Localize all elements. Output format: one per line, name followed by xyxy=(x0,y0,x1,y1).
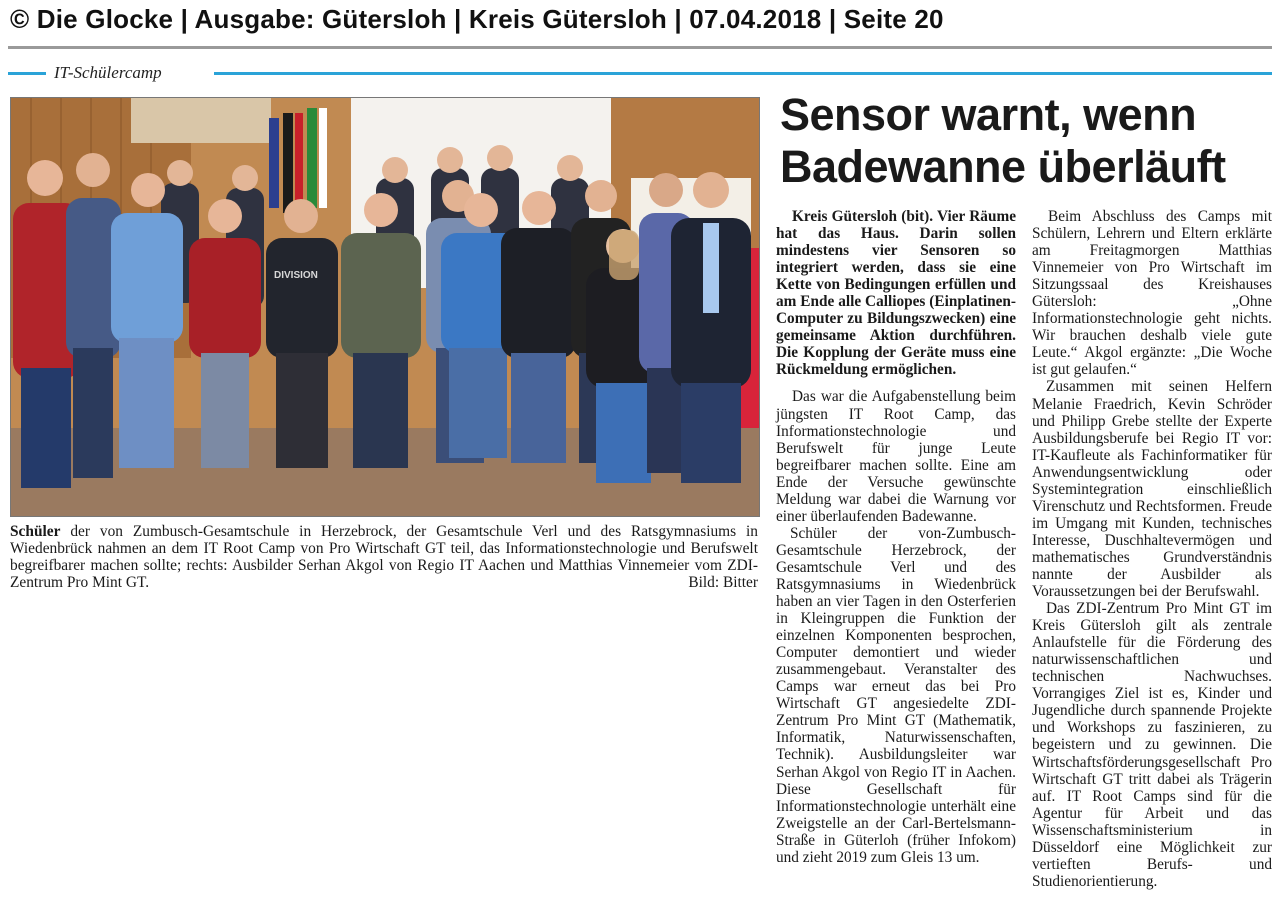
caption-lead-word: Schüler xyxy=(10,523,61,540)
article-paragraph: Zusammen mit seinen Helfern Melanie Fraedrich, Kevin Schröder und Philipp Grebe stellte der Experte Ausbildungsberufe bei Regio IT vor: IT-Kaufleute als Fachinformatiker für Anwendungsentwicklung oder Systemintegration einschließlich Virenschutz und Rechtsformen. Freude im Umgang mit Kunden, technisches Interesse, Duschhaltevermögen und mathematisches Grundverständnis nannte der Ausbilder als Voraussetzungen bei der Berufswahl. xyxy=(1032,378,1272,601)
section-rule-left xyxy=(8,72,46,75)
group-photo-illustration xyxy=(11,98,759,516)
group-photo xyxy=(10,97,760,517)
article-paragraph: Das ZDI-Zentrum Pro Mint GT im Kreis Gütersloh gilt als zentrale Anlaufstelle für die Förderung des naturwissenschaftlichen und technischen Nachwuchses. Vorrangiges Ziel ist es, Kinder und Jugendliche durch spannende Projekte und Workshops zu faszinieren, zu begeistern und zu gewinnen. Die Wirtschaftsförderungsgesellschaft Pro Wirtschaft GT tritt dabei als Trägerin auf. IT Root Camps sind für die Agentur für Arbeit und das Wissenschaftsministerium in Düsseldorf eine Möglichkeit zur vertieften Berufs- und Studienorientierung. xyxy=(1032,600,1272,890)
photo-caption xyxy=(10,523,758,591)
section-rule-right xyxy=(214,72,1272,75)
page-header: © Die Glocke | Ausgabe: Gütersloh | Kreis Gütersloh | 07.04.2018 | Seite 20 xyxy=(10,4,944,34)
article-lead: Kreis Gütersloh (bit). Vier Räume hat das Haus. Darin sollen mindestens vier Sensoren so integriert werden, dass sie eine Kette von Bedingungen erfüllen und am Ende alle Calliopes (Einplatinen-Computer zu Bildungszwecken) eine gemeinsame Aktion durchführen. Die Kopplung der Geräte muss eine Rückmeldung ermöglichen. xyxy=(776,208,1016,379)
header-divider xyxy=(8,46,1272,49)
shirt-print: DIVISION xyxy=(274,270,318,281)
article-column-1 xyxy=(776,208,1016,866)
article-paragraph: Das war die Aufgabenstellung beim jüngsten IT Root Camp, das Informationstechnologie und Berufswelt für junge Leute begreifbarer machen sollte. Eine am Ende der Versuche gewünschte Meldung war dabei die Warnung vor einer überlaufenden Badewanne. xyxy=(776,388,1016,525)
headline-line-2: Badewanne überläuft xyxy=(780,141,1226,192)
flag-eu xyxy=(269,118,279,208)
photo-credit: Bild: Bitter xyxy=(688,574,758,591)
caption-text: der von Zumbusch-Gesamtschule in Herzebrock, der Gesamtschule Verl und des Ratsgymnasiums in Wiedenbrück nahmen an dem IT Root Camp von Pro Wirtschaft GT teil, das Informationstechnologie und Berufswelt begreifbarer machen sollte; rechts: Ausbilder Serhan Akgol von Regio IT Aachen und Matthias Vinnemeier vom ZDI-Zentrum Pro Mint GT. xyxy=(10,523,758,591)
article-column-2 xyxy=(1032,208,1272,890)
section-bar xyxy=(8,64,1272,84)
article-headline xyxy=(780,89,1270,193)
article-paragraph: Schüler der von-Zumbusch-Gesamtschule Herzebrock, der Gesamtschule Verl und des Ratsgymnasiums in Wiedenbrück haben an vier Tagen in den Osterferien in Kleingruppen die Funktion der einzelnen Komponenten besprochen, Computer demontiert und wieder zusammengebaut. Veranstalter des Camps war erneut das bei Pro Wirtschaft GT angesiedelte ZDI-Zentrum Pro Mint GT (Mathematik, Informatik, Naturwissenschaften, Technik). Ausbildungsleiter war Serhan Akgol von Regio IT in Aachen. Diese Gesellschaft für Informationstechnologie unterhält eine Zweigstelle an der Carl-Bertelsmann-Straße in Güterloh (früher Infokom) und zieht 2019 zum Gleis 13 um. xyxy=(776,524,1016,866)
section-label: IT-Schülercamp xyxy=(54,63,162,82)
headline-line-1: Sensor warnt, wenn xyxy=(780,89,1197,140)
article-paragraph: Beim Abschluss des Camps mit Schülern, Lehrern und Eltern erklärte am Freitagmorgen Matthias Vinnemeier von Pro Wirtschaft im Sitzungssaal des Kreishauses Gütersloh: „Ohne Informationstechnologie geht nichts. Wir brauchen deshalb viele gute Leute.“ Akgol ergänzte: „Die Woche ist gut gelaufen.“ xyxy=(1032,208,1272,379)
